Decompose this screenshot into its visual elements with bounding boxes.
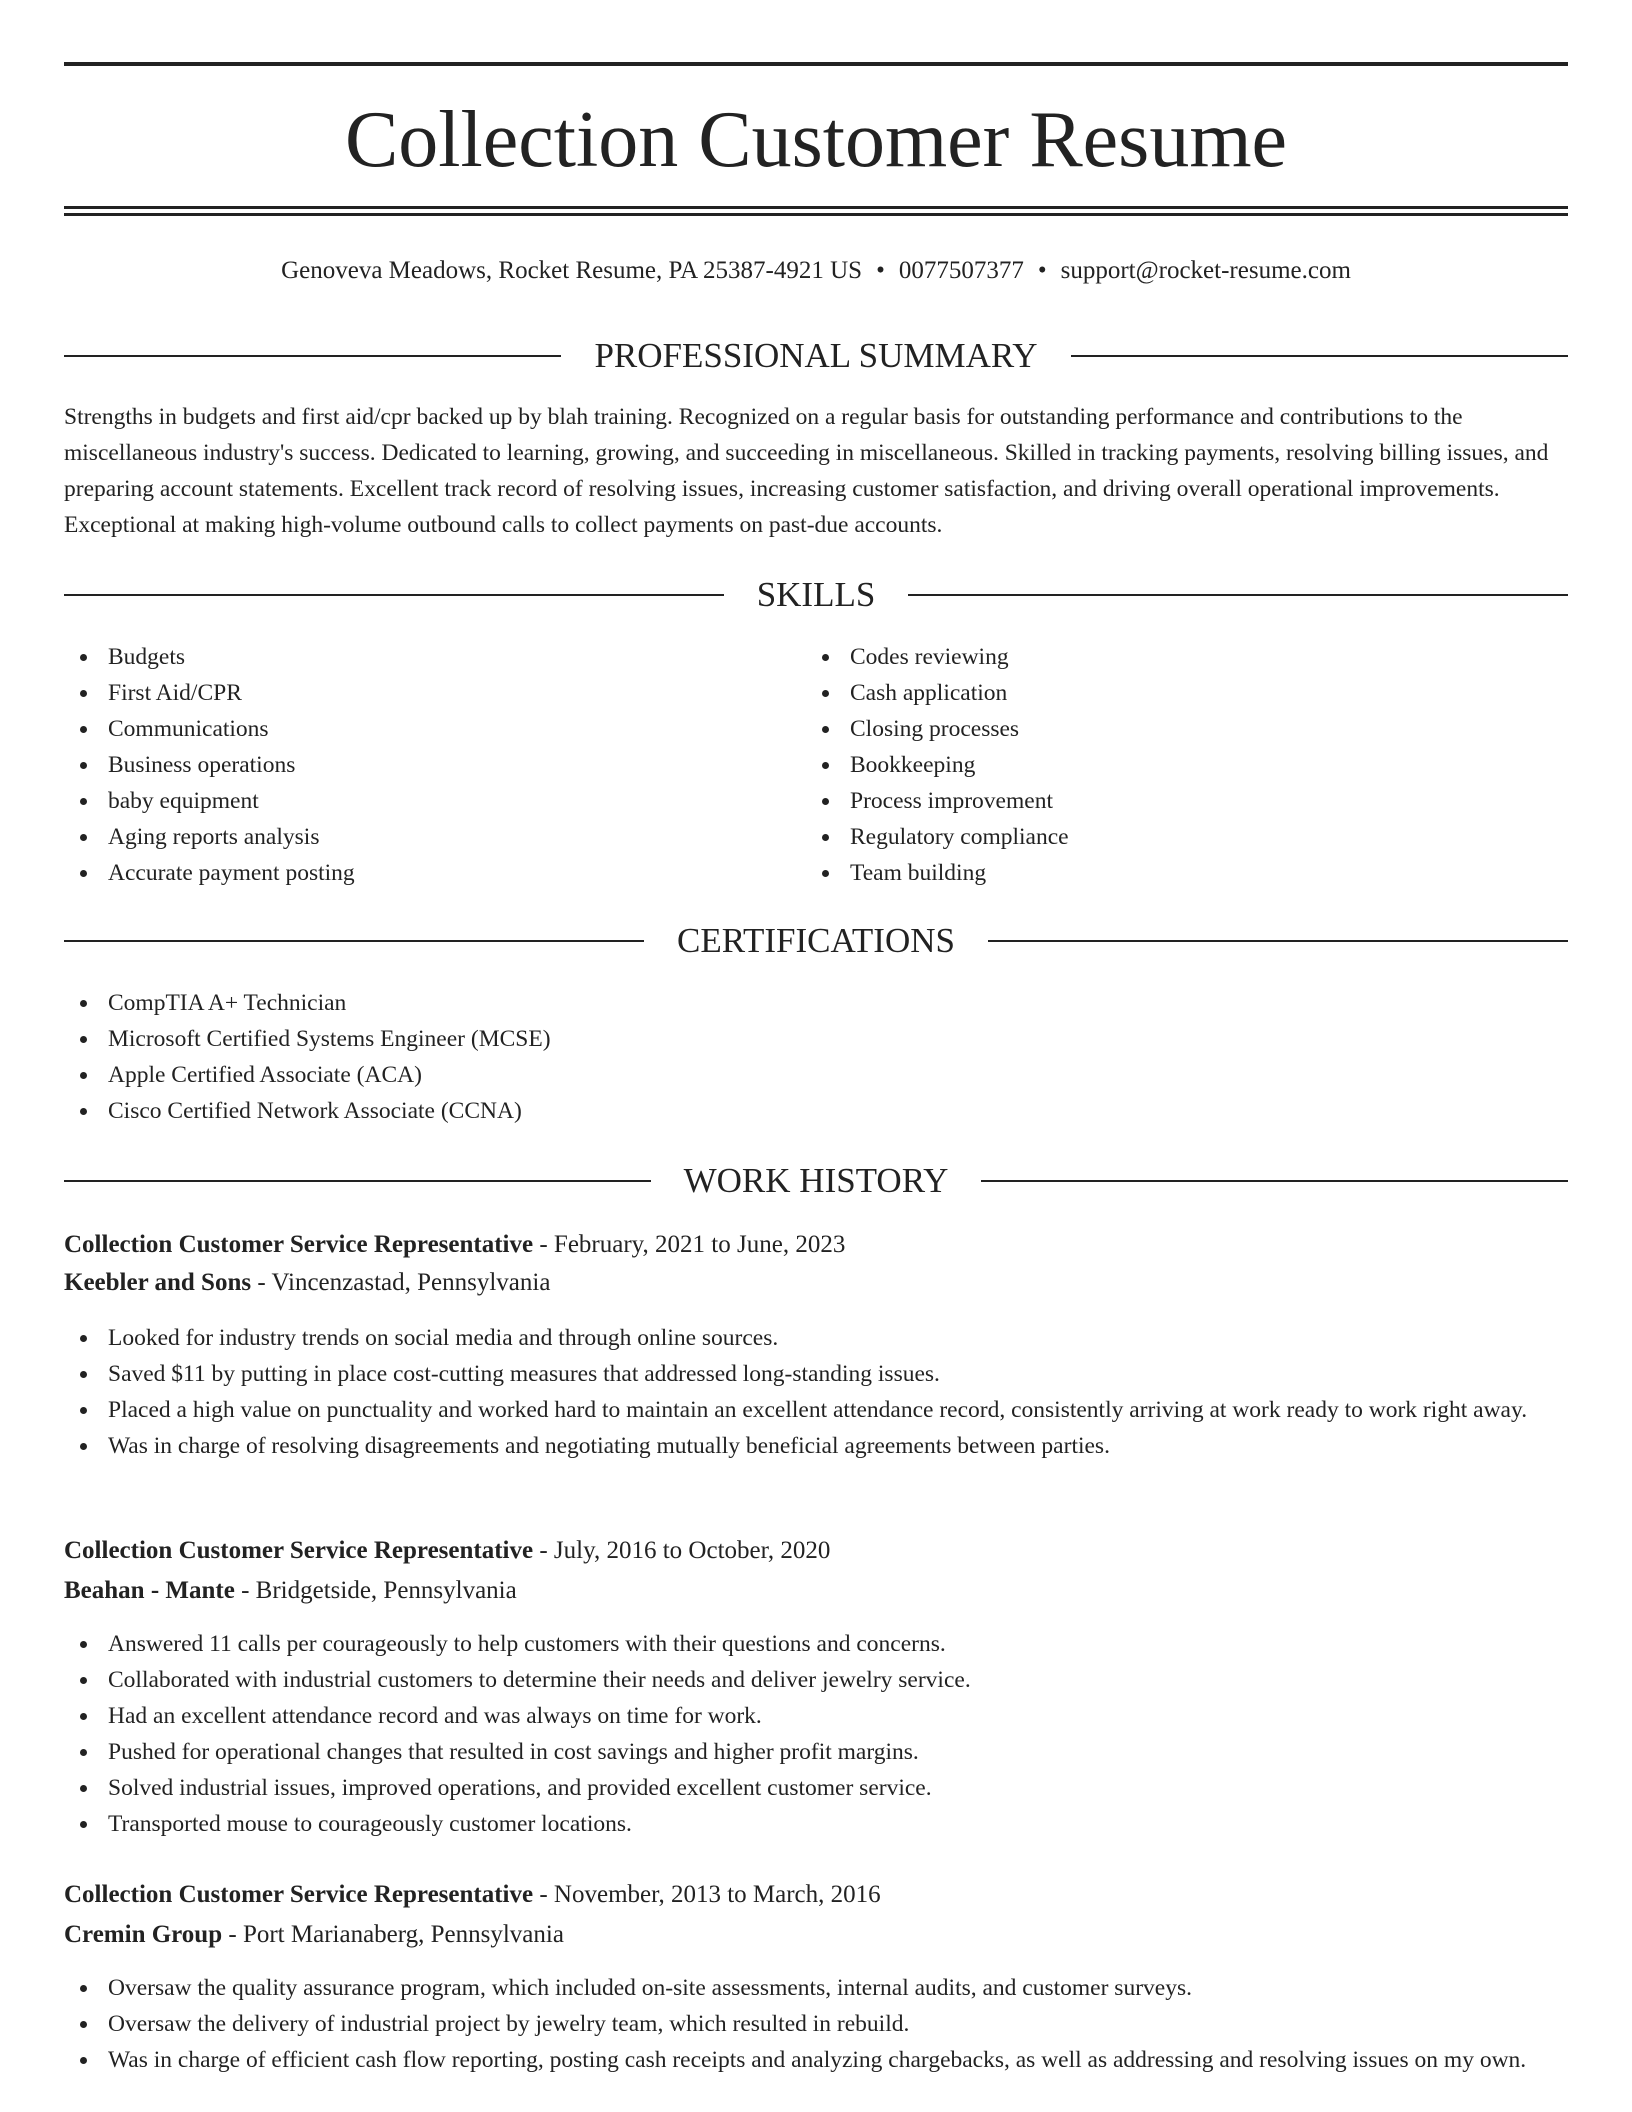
- certification-item: Cisco Certified Network Associate (CCNA): [64, 1093, 1568, 1129]
- section-heading-label: WORK HISTORY: [683, 1161, 949, 1200]
- skill-item: Closing processes: [806, 711, 1546, 747]
- job-company-line: Keebler and Sons - Vincenzastad, Pennsylvania: [64, 1269, 551, 1296]
- contact-address: Genoveva Meadows, Rocket Resume, PA 25387-4921 US: [281, 257, 863, 284]
- skill-item: Business operations: [64, 747, 804, 783]
- job-title-line: Collection Customer Service Representative - November, 2013 to March, 2016: [64, 1881, 881, 1908]
- job-duty: Oversaw the quality assurance program, which included on-site assessments, internal audits, and customer surveys.: [64, 1970, 1568, 2006]
- job-title: Collection Customer Service Representative: [64, 1537, 534, 1564]
- skill-item: Codes reviewing: [806, 639, 1546, 675]
- contact-email: support@rocket-resume.com: [1060, 257, 1351, 284]
- section-heading-summary: [64, 334, 1568, 378]
- job-dates: November, 2013 to March, 2016: [553, 1881, 881, 1908]
- job-duties-list: [64, 1626, 1568, 1842]
- contact-separator: •: [1037, 257, 1047, 284]
- title-double-rule: [64, 206, 1568, 216]
- skills-list-left: [64, 639, 804, 891]
- job-location: Bridgetside, Pennsylvania: [255, 1577, 517, 1604]
- job-duty: Transported mouse to courageously customer locations.: [64, 1806, 1568, 1842]
- skill-item: Team building: [806, 855, 1546, 891]
- job-company: Cremin Group: [64, 1921, 223, 1948]
- job-duty: Solved industrial issues, improved operations, and provided excellent customer service.: [64, 1770, 1568, 1806]
- skill-item: Cash application: [806, 675, 1546, 711]
- job-dates: February, 2021 to June, 2023: [553, 1231, 846, 1258]
- heading-rule-left: [64, 940, 644, 942]
- job-duty: Looked for industry trends on social media and through online sources.: [64, 1320, 1568, 1356]
- job-duty: Placed a high value on punctuality and worked hard to maintain an excellent attendance record, consistently arriving at work ready to work right away.: [64, 1392, 1568, 1428]
- job-location: Vincenzastad, Pennsylvania: [271, 1269, 551, 1296]
- contact-line: [64, 253, 1568, 289]
- job-duty: Saved $11 by putting in place cost-cutting measures that addressed long-standing issues.: [64, 1356, 1568, 1392]
- skills-list-right: [806, 639, 1546, 891]
- section-heading-label: SKILLS: [756, 575, 876, 614]
- section-heading-work-history: [64, 1159, 1568, 1203]
- contact-separator: •: [876, 257, 885, 284]
- summary-text: Strengths in budgets and first aid/cpr backed up by blah training. Recognized on a regular basis for outstanding performance and contributions to the miscellaneous industry's success. Dedicated to learning, growing, and succeeding in miscellaneous. Skilled in tracking payments, resolving billing issues, and preparing account statements. Excellent track record of resolving issues, increasing customer satisfaction, and driving overall operational improvements. Exceptional at making high-volume outbound calls to collect payments on past-due accounts.: [64, 404, 1549, 538]
- job-duties-list: [64, 1970, 1568, 2078]
- job-company-line: Cremin Group - Port Marianaberg, Pennsylvania: [64, 1921, 564, 1948]
- job-company-line: Beahan - Mante - Bridgetside, Pennsylvania: [64, 1577, 517, 1604]
- job-duty: Collaborated with industrial customers to determine their needs and deliver jewelry service.: [64, 1662, 1568, 1698]
- section-heading-skills: [64, 573, 1568, 617]
- job-duty: Oversaw the delivery of industrial project by jewelry team, which resulted in rebuild.: [64, 2006, 1568, 2042]
- job-title-line: Collection Customer Service Representative - February, 2021 to June, 2023: [64, 1231, 846, 1258]
- job-title: Collection Customer Service Representative: [64, 1231, 534, 1258]
- skill-item: Communications: [64, 711, 804, 747]
- skill-item: Bookkeeping: [806, 747, 1546, 783]
- job-company: Beahan - Mante: [64, 1577, 235, 1604]
- skill-item: Aging reports analysis: [64, 819, 804, 855]
- heading-rule-right: [1071, 355, 1568, 357]
- job-location: Port Marianaberg, Pennsylvania: [242, 1921, 564, 1948]
- job-dates: July, 2016 to October, 2020: [553, 1537, 831, 1564]
- job-duty: Was in charge of efficient cash flow reporting, posting cash receipts and analyzing chargebacks, as well as addressing and resolving issues on my own.: [64, 2042, 1568, 2078]
- top-rule: [64, 62, 1568, 66]
- skill-item: Process improvement: [806, 783, 1546, 819]
- job-duty: Was in charge of resolving disagreements and negotiating mutually beneficial agreements between parties.: [64, 1428, 1568, 1464]
- section-heading-certifications: [64, 919, 1568, 963]
- heading-rule-left: [64, 1180, 651, 1182]
- skill-item: First Aid/CPR: [64, 675, 804, 711]
- job-title: Collection Customer Service Representative: [64, 1881, 534, 1908]
- job-title-line: Collection Customer Service Representative - July, 2016 to October, 2020: [64, 1537, 831, 1564]
- skill-item: baby equipment: [64, 783, 804, 819]
- job-company: Keebler and Sons: [64, 1269, 252, 1296]
- heading-rule-left: [64, 594, 724, 596]
- contact-phone: 0077507377: [898, 257, 1024, 284]
- heading-rule-right: [908, 594, 1568, 596]
- section-heading-label: CERTIFICATIONS: [677, 921, 955, 960]
- job-duty: Had an excellent attendance record and was always on time for work.: [64, 1698, 1568, 1734]
- certification-item: CompTIA A+ Technician: [64, 985, 1568, 1021]
- heading-rule-left: [64, 355, 561, 357]
- skill-item: Budgets: [64, 639, 804, 675]
- skill-item: Accurate payment posting: [64, 855, 804, 891]
- certifications-list: [64, 985, 1568, 1129]
- heading-rule-right: [981, 1180, 1568, 1182]
- resume-page: [64, 0, 1568, 2112]
- section-heading-label: PROFESSIONAL SUMMARY: [594, 336, 1038, 375]
- certification-item: Apple Certified Associate (ACA): [64, 1057, 1568, 1093]
- heading-rule-right: [988, 940, 1568, 942]
- certification-item: Microsoft Certified Systems Engineer (MCSE): [64, 1021, 1568, 1057]
- job-duty: Pushed for operational changes that resulted in cost savings and higher profit margins.: [64, 1734, 1568, 1770]
- resume-title: Collection Customer Resume: [344, 96, 1288, 184]
- job-duty: Answered 11 calls per courageously to help customers with their questions and concerns.: [64, 1626, 1568, 1662]
- job-duties-list: [64, 1320, 1568, 1464]
- skill-item: Regulatory compliance: [806, 819, 1546, 855]
